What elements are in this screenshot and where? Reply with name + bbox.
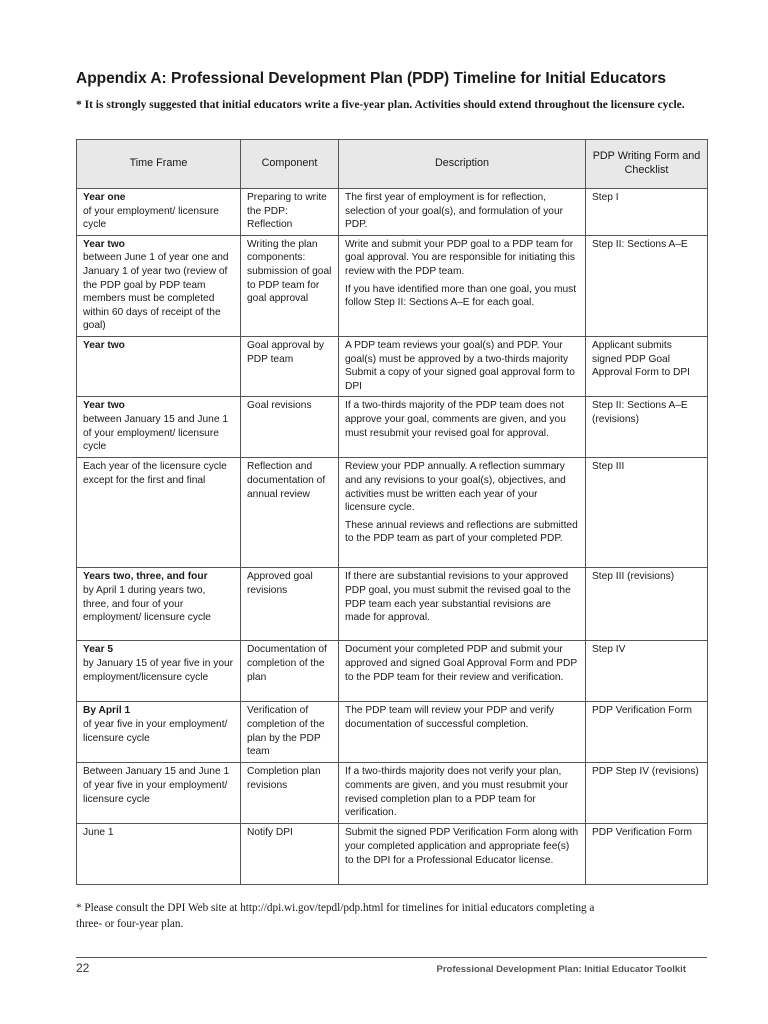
time-frame-detail: between June 1 of year one and January 1 of year two (review of the PDP goal by PDP team members must be completed within 60 days of receipt of the goal)	[83, 252, 229, 332]
page-title: Appendix A: Professional Development Plan (PDP) Timeline for Initial Educators	[76, 70, 666, 87]
time-frame-cell	[77, 568, 241, 641]
form-cell: Step III (revisions)	[586, 568, 708, 641]
time-frame-cell	[77, 641, 241, 702]
time-frame-heading: Year two	[83, 339, 125, 351]
component-cell: Notify DPI	[241, 824, 339, 885]
description-paragraph: The PDP team will review your PDP and verify documentation of successful completion.	[345, 705, 555, 730]
component-cell: Verification of completion of the plan by the PDP team	[241, 702, 339, 763]
time-frame-detail: of your employment/ licensure cycle	[83, 205, 219, 231]
time-frame-cell	[77, 235, 241, 336]
component-cell: Goal revisions	[241, 397, 339, 458]
time-frame-detail: of year five in your employment/ licensure cycle	[83, 718, 228, 744]
description-cell	[339, 702, 586, 763]
header-form: PDP Writing Form and Checklist	[586, 140, 708, 189]
form-cell: PDP Verification Form	[586, 824, 708, 885]
component-cell: Approved goal revisions	[241, 568, 339, 641]
table-row	[77, 397, 708, 458]
description-cell	[339, 235, 586, 336]
time-frame-cell	[77, 458, 241, 568]
component-cell: Preparing to write the PDP: Reflection	[241, 189, 339, 236]
time-frame-detail: between January 15 and June 1 of your employment/ licensure cycle	[83, 413, 228, 453]
form-cell: PDP Verification Form	[586, 702, 708, 763]
table-row	[77, 641, 708, 702]
time-frame-heading: Years two, three, and four	[83, 571, 208, 583]
time-frame-heading: Year 5	[83, 644, 114, 656]
footnote: * Please consult the DPI Web site at http://dpi.wi.gov/tepdl/pdp.html for timelines for initial educators completing a three- or four-year plan.	[76, 902, 595, 930]
form-cell: PDP Step IV (revisions)	[586, 763, 708, 824]
table-row	[77, 763, 708, 824]
form-cell: Applicant submits signed PDP Goal Approval Form to DPI	[586, 336, 708, 396]
table-row	[77, 458, 708, 568]
intro-note: * It is strongly suggested that initial educators write a five-year plan. Activities should extend throughout the licensure cycle.	[76, 99, 685, 111]
time-frame-cell	[77, 824, 241, 885]
form-cell: Step II: Sections A–E (revisions)	[586, 397, 708, 458]
time-frame-detail: Each year of the licensure cycle except for the first and final	[83, 461, 227, 486]
time-frame-cell	[77, 763, 241, 824]
table-row	[77, 336, 708, 396]
table-row	[77, 702, 708, 763]
description-paragraph: The first year of employment is for reflection, selection of your goal(s), and formulation of your PDP.	[345, 192, 564, 231]
description-paragraph: If a two-thirds majority of the PDP team does not approve your goal, comments are given, and you must resubmit your revised goal for approval.	[345, 400, 566, 439]
page-number: 22	[76, 961, 90, 975]
time-frame-detail: Between January 15 and June 1 of year five in your employment/ licensure cycle	[83, 766, 230, 805]
time-frame-heading: Year two	[83, 400, 125, 412]
time-frame-detail: by April 1 during years two, three, and four of your employment/ licensure cycle	[83, 584, 211, 624]
time-frame-heading: Year two	[83, 238, 125, 250]
time-frame-cell	[77, 702, 241, 763]
component-cell: Writing the plan components: submission of goal to PDP team for goal approval	[241, 235, 339, 336]
component-cell: Reflection and documentation of annual review	[241, 458, 339, 568]
form-cell: Step III	[586, 458, 708, 568]
description-paragraph: Review your PDP annually. A reflection summary and any revisions to your goal(s), objectives, and activities must be written each year of your licensure cycle.	[345, 461, 566, 514]
time-frame-heading: By April 1	[83, 705, 131, 717]
form-cell: Step II: Sections A–E	[586, 235, 708, 336]
time-frame-detail: June 1	[83, 827, 114, 839]
table-row	[77, 189, 708, 236]
description-cell	[339, 568, 586, 641]
description-paragraph: Write and submit your PDP goal to a PDP team for goal approval. You are responsible for initiating this review with the PDP team.	[345, 238, 575, 277]
pdp-timeline-table	[76, 139, 708, 885]
description-paragraph: If there are substantial revisions to your approved PDP goal, you must submit the revised goal to the PDP team each year substantial revisions are made for approval.	[345, 571, 571, 624]
component-cell: Documentation of completion of the plan	[241, 641, 339, 702]
header-description: Description	[339, 140, 586, 189]
description-paragraph: Document your completed PDP and submit your approved and signed Goal Approval Form and PDP to the PDP team for their review and verification.	[345, 644, 578, 683]
form-cell: Step I	[586, 189, 708, 236]
description-paragraph: These annual reviews and reflections are submitted to the PDP team as part of your completed PDP.	[345, 519, 578, 545]
description-cell	[339, 824, 586, 885]
description-cell	[339, 763, 586, 824]
time-frame-detail: by January 15 of year five in your employment/licensure cycle	[83, 657, 234, 683]
running-head: Professional Development Plan: Initial Educator Toolkit	[436, 964, 686, 975]
description-paragraph: If a two-thirds majority does not verify your plan, comments are given, and you must resubmit your revised completion plan to a PDP team for verification.	[345, 766, 569, 819]
description-paragraph: A PDP team reviews your goal(s) and PDP. Your goal(s) must be approved by a two-thirds majority Submit a copy of your signed goal approval form to DPI	[345, 339, 575, 392]
description-cell	[339, 641, 586, 702]
table-row	[77, 824, 708, 885]
description-cell	[339, 189, 586, 236]
table-row	[77, 235, 708, 336]
component-cell: Completion plan revisions	[241, 763, 339, 824]
component-cell: Goal approval by PDP team	[241, 336, 339, 396]
time-frame-cell	[77, 336, 241, 396]
time-frame-cell	[77, 189, 241, 236]
header-component: Component	[241, 140, 339, 189]
description-cell	[339, 458, 586, 568]
description-paragraph: If you have identified more than one goal, you must follow Step II: Sections A–E for each goal.	[345, 283, 577, 309]
form-cell: Step IV	[586, 641, 708, 702]
description-paragraph: Submit the signed PDP Verification Form along with your completed application and appropriate fee(s) to the DPI for a Professional Educator license.	[345, 827, 579, 866]
table-row	[77, 568, 708, 641]
description-cell	[339, 397, 586, 458]
table-header-row	[77, 140, 708, 189]
time-frame-cell	[77, 397, 241, 458]
header-time-frame: Time Frame	[77, 140, 241, 189]
footer-rule	[76, 957, 707, 958]
table-body	[77, 189, 708, 885]
description-cell	[339, 336, 586, 396]
time-frame-heading: Year one	[83, 192, 126, 203]
